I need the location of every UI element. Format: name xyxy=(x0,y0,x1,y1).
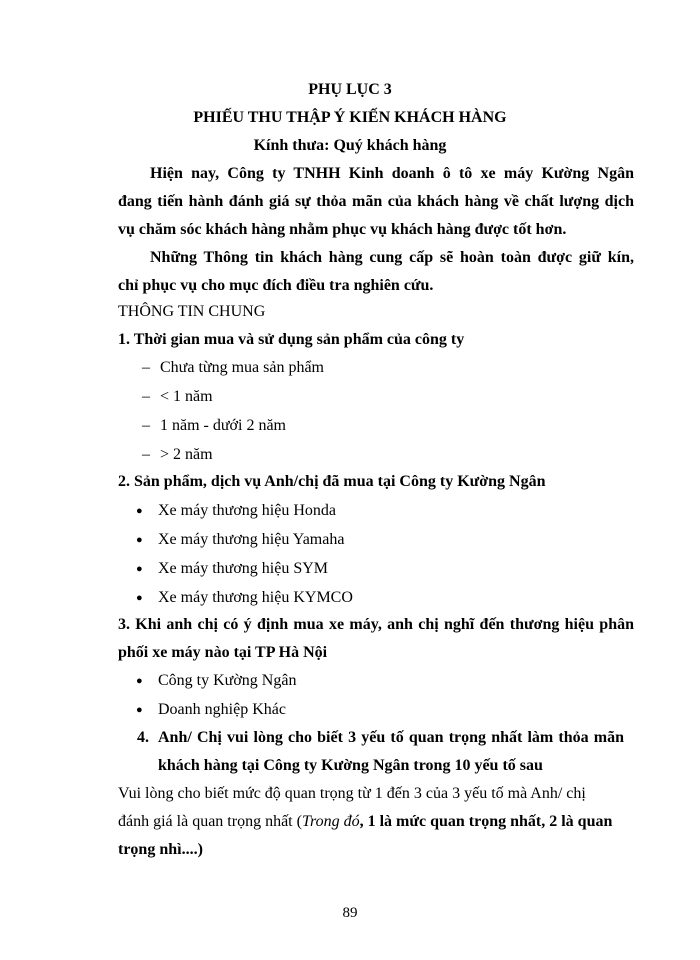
instructions-line-2 xyxy=(118,812,612,832)
bullet-marker: ● xyxy=(136,505,143,517)
question-1-title: 1. Thời gian mua và sử dụng sản phẩm của công ty xyxy=(118,331,465,348)
greeting: Kính thưa: Quý khách hàng xyxy=(253,137,447,154)
bullet-marker: ● xyxy=(136,534,143,546)
question-2-title: 2. Sản phẩm, dịch vụ Anh/chị đã mua tại Công ty Kường Ngân xyxy=(118,473,546,490)
instructions-line-2-end: , 1 là mức quan trọng nhất, 2 là quan xyxy=(359,813,613,830)
q1-option-4-label: > 2 năm xyxy=(160,446,213,463)
question-4-title-text: Anh/ Chị vui lòng cho biết 3 yếu tố quan trọng nhất làm thỏa mãn xyxy=(158,729,624,746)
dash-marker: – xyxy=(142,417,150,434)
dash-marker: – xyxy=(142,388,150,405)
appendix-title: PHỤ LỤC 3 xyxy=(308,81,392,98)
bullet-marker: ● xyxy=(136,704,143,716)
privacy-line-2: chỉ phục vụ cho mục đích điều tra nghiên cứu. xyxy=(118,277,434,294)
intro-line-1: Hiện nay, Công ty TNHH Kinh doanh ô tô xe máy Kường Ngân xyxy=(150,165,634,182)
dash-marker: – xyxy=(142,359,150,376)
bullet-marker: ● xyxy=(136,563,143,575)
instructions-line-3: trọng nhì....) xyxy=(118,841,203,858)
q2-option-2-label: Xe máy thương hiệu Yamaha xyxy=(158,531,345,548)
form-title: PHIẾU THU THẬP Ý KIẾN KHÁCH HÀNG xyxy=(193,109,507,126)
bullet-marker: ● xyxy=(136,675,143,687)
intro-line-2: đang tiến hành đánh giá sự thỏa mãn của khách hàng về chất lượng dịch xyxy=(118,193,634,210)
q1-option-3-label: 1 năm - dưới 2 năm xyxy=(160,417,286,434)
question-3-title-line-1: 3. Khi anh chị có ý định mua xe máy, anh chị nghĩ đến thương hiệu phân xyxy=(118,616,634,633)
instructions-line-1: Vui lòng cho biết mức độ quan trọng từ 1 đến 3 của 3 yếu tố mà Anh/ chị xyxy=(118,785,586,802)
general-info-heading: THÔNG TIN CHUNG xyxy=(118,303,266,320)
q1-option-1-label: Chưa từng mua sản phẩm xyxy=(160,359,324,376)
instructions-line-2-italic: Trong đó xyxy=(301,813,360,830)
page-number: 89 xyxy=(342,905,358,921)
intro-line-3: vụ chăm sóc khách hàng nhằm phục vụ khách hàng được tốt hơn. xyxy=(118,221,567,238)
q2-option-3-label: Xe máy thương hiệu SYM xyxy=(158,560,329,577)
q2-option-4-label: Xe máy thương hiệu KYMCO xyxy=(158,589,353,606)
privacy-line-1: Những Thông tin khách hàng cung cấp sẽ hoàn toàn được giữ kín, xyxy=(150,249,634,266)
dash-marker: – xyxy=(142,446,150,463)
bullet-marker: ● xyxy=(136,592,143,604)
q3-option-2-label: Doanh nghiệp Khác xyxy=(158,701,286,718)
question-3-title-line-2: phối xe máy nào tại TP Hà Nội xyxy=(118,644,328,661)
q3-option-1-label: Công ty Kường Ngân xyxy=(158,672,297,689)
instructions-line-2-start: đánh giá là quan trọng nhất ( xyxy=(118,813,302,830)
q2-option-1-label: Xe máy thương hiệu Honda xyxy=(158,502,336,519)
question-4-title-line-2: khách hàng tại Công ty Kường Ngân trong 10 yếu tố sau xyxy=(158,757,543,774)
question-4-number: 4. xyxy=(137,729,149,746)
q1-option-2-label: < 1 năm xyxy=(160,388,213,405)
